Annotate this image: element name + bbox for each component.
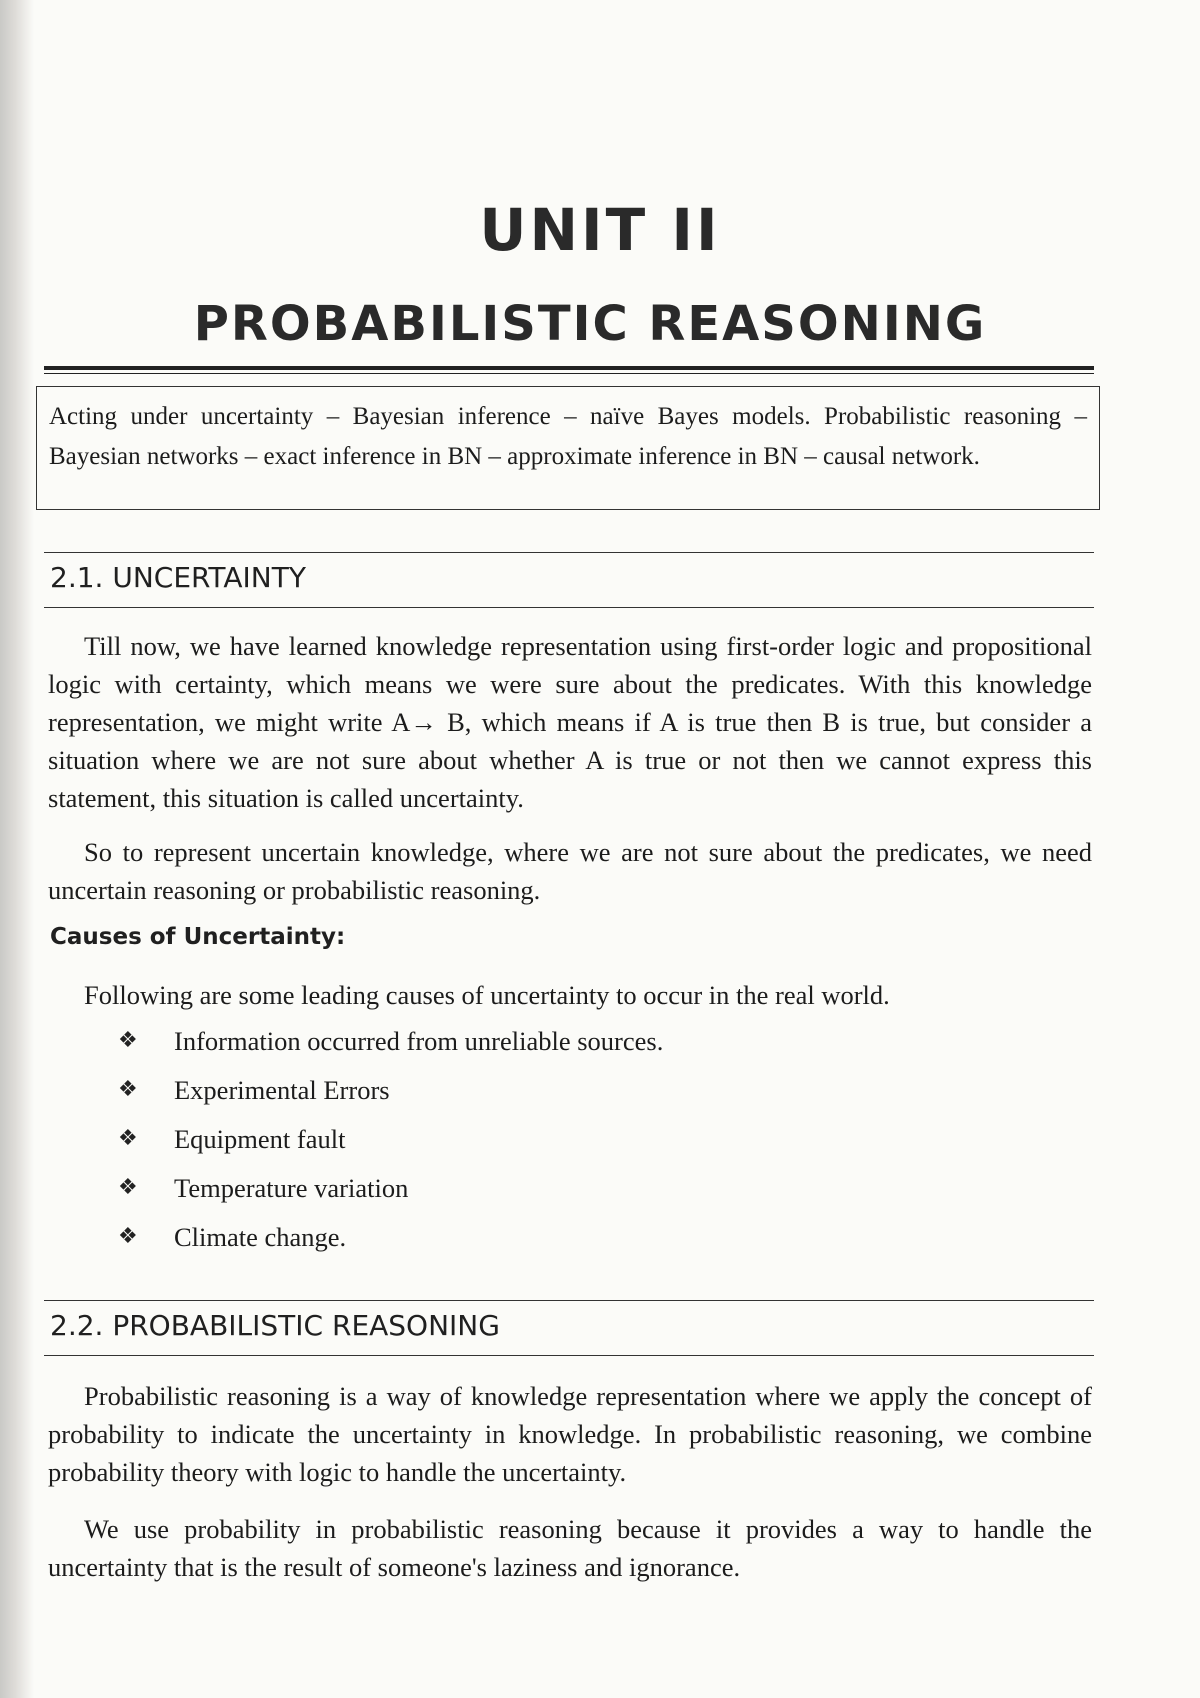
section-heading-uncertainty: 2.1. UNCERTAINTY bbox=[44, 552, 1094, 608]
diamond-bullet-icon: ❖ bbox=[118, 1077, 138, 1102]
unit-title: UNIT II bbox=[479, 196, 721, 264]
syllabus-box: Acting under uncertainty – Bayesian inference – naïve Bayes models. Probabilistic reasoning – Bayesian networks – exact inference in BN – approximate inference in BN – causal network. bbox=[36, 386, 1100, 510]
chapter-title: PROBABILISTIC REASONING bbox=[193, 296, 987, 352]
paragraph-uncertain-knowledge: So to represent uncertain knowledge, where we are not sure about the predicates, we need uncertain reasoning or probabilistic reasoning. bbox=[48, 837, 1092, 905]
list-item-text: Experimental Errors bbox=[174, 1075, 390, 1105]
diamond-bullet-icon: ❖ bbox=[118, 1126, 138, 1151]
list-item bbox=[118, 1169, 663, 1218]
paragraph-probabilistic-definition: Probabilistic reasoning is a way of knowledge representation where we apply the concept of probability to indicate the uncertainty in knowledge. In probabilistic reasoning, we combine probability theory with logic to handle the uncertainty. bbox=[48, 1381, 1092, 1487]
paragraph-uncertainty-intro: Till now, we have learned knowledge representation using first-order logic and propositional logic with certainty, which means we were sure about the predicates. With this knowledge representation, we might write A→ B, which means if A is true then B is true, but consider a situation where we are not sure about whether A is true or not then we cannot express this statement, this situation is called uncertainty. bbox=[48, 631, 1092, 813]
section-heading-probabilistic-reasoning: 2.2. PROBABILISTIC REASONING bbox=[44, 1300, 1094, 1356]
causes-intro: Following are some leading causes of uncertainty to occur in the real world. bbox=[84, 980, 890, 1010]
list-item bbox=[118, 1022, 663, 1071]
list-item-text: Temperature variation bbox=[174, 1173, 409, 1203]
causes-heading: Causes of Uncertainty: bbox=[50, 924, 346, 950]
diamond-bullet-icon: ❖ bbox=[118, 1028, 138, 1053]
list-item-text: Climate change. bbox=[174, 1222, 347, 1252]
title-divider bbox=[44, 366, 1094, 374]
list-item bbox=[118, 1218, 663, 1267]
diamond-bullet-icon: ❖ bbox=[118, 1224, 138, 1249]
causes-list bbox=[118, 1022, 663, 1267]
list-item-text: Information occurred from unreliable sources. bbox=[174, 1026, 664, 1056]
diamond-bullet-icon: ❖ bbox=[118, 1175, 138, 1200]
list-item bbox=[118, 1071, 663, 1120]
list-item-text: Equipment fault bbox=[174, 1124, 346, 1154]
list-item bbox=[118, 1120, 663, 1169]
paragraph-why-probability: We use probability in probabilistic reasoning because it provides a way to handle the uncertainty that is the result of someone's laziness and ignorance. bbox=[48, 1514, 1092, 1582]
